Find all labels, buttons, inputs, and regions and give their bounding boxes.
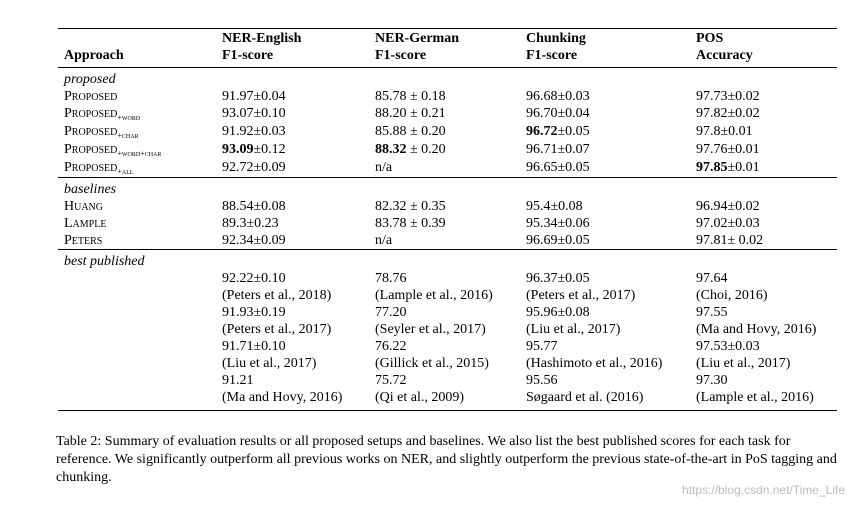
ner-english-cell: 91.21 [222, 373, 254, 388]
score-text: 92.72±0.09 [222, 160, 286, 175]
pos-cell [696, 105, 837, 123]
pos-cell: (Ma and Hovy, 2016) [696, 322, 817, 337]
approach-name: Proposed [64, 160, 118, 175]
chunking-cell: 95.77 [526, 339, 558, 354]
score-text: 97.82±0.02 [696, 106, 760, 121]
score-text: 97.76±0.01 [696, 142, 760, 157]
pos-cell [696, 88, 837, 105]
ner-german-cell: n/a [375, 233, 393, 248]
score-text: 96.68±0.03 [526, 89, 590, 104]
table-row [58, 198, 837, 215]
ner-german-cell: (Qi et al., 2009) [375, 389, 526, 411]
approach-name: Proposed [64, 124, 118, 139]
score-text: 96.65±0.05 [526, 160, 590, 175]
chunking-cell: (Peters et al., 2017) [526, 288, 636, 303]
chunking-cell [526, 141, 696, 159]
pos-cell: (Liu et al., 2017) [696, 356, 791, 371]
ner-english-cell: (Ma and Hovy, 2016) [222, 389, 375, 411]
header-pos: POS Accuracy [696, 31, 753, 63]
results-table [58, 30, 837, 411]
table-top-rule [58, 28, 837, 29]
ner-german-cell [375, 159, 526, 178]
table-row [58, 270, 837, 287]
pos-cell [696, 141, 837, 159]
approach-subscript: +all [117, 167, 134, 176]
watermark: https://blog.csdn.net/Time_Life [682, 483, 845, 497]
header-ner-german: NER-German F1-score [375, 31, 459, 63]
approach-name: Proposed [64, 89, 118, 104]
ner-german-cell: 77.20 [375, 305, 407, 320]
chunking-cell [526, 105, 696, 123]
ner-german-cell: 78.76 [375, 271, 407, 286]
score-text: 93.07±0.10 [222, 106, 286, 121]
ner-german-cell: 83.78 ± 0.39 [375, 216, 446, 231]
table-row [58, 355, 837, 372]
ner-english-cell: (Liu et al., 2017) [222, 356, 317, 371]
ner-english-cell: 89.3±0.23 [222, 216, 279, 231]
score-text: 91.92±0.03 [222, 124, 286, 139]
pos-cell: 97.53±0.03 [696, 339, 760, 354]
group-label-published: best published [58, 250, 837, 271]
table-row [58, 215, 837, 232]
pos-cell: 97.55 [696, 305, 728, 320]
score-text: 96.70±0.04 [526, 106, 590, 121]
published-rows [58, 270, 837, 411]
chunking-cell: (Hashimoto et al., 2016) [526, 356, 663, 371]
approach-subscript: +word+char [117, 149, 162, 158]
approach-cell: Huang [64, 199, 103, 214]
table-row [58, 304, 837, 321]
ner-english-cell: 91.93±0.19 [222, 305, 286, 320]
ner-english-cell: (Peters et al., 2017) [222, 322, 332, 337]
score-text: 91.97±0.04 [222, 89, 286, 104]
chunking-cell [526, 159, 696, 178]
table-row [58, 232, 837, 250]
chunking-cell: 96.37±0.05 [526, 271, 590, 286]
ner-english-cell [222, 159, 375, 178]
best-score: 93.09 [222, 142, 254, 157]
ner-english-cell: 88.54±0.08 [222, 199, 286, 214]
approach-cell [58, 389, 222, 411]
score-text: 97.73±0.02 [696, 89, 760, 104]
ner-german-cell: (Lample et al., 2016) [375, 288, 493, 303]
ner-english-cell: 92.22±0.10 [222, 271, 286, 286]
table-row [58, 159, 837, 178]
approach-cell [58, 321, 222, 338]
pos-cell: (Lample et al., 2016) [696, 389, 837, 411]
table-caption: Table 2: Summary of evaluation results or all proposed setups and baselines. We also list the best published scores for each task for reference. We significantly outperform all previous works on NER, and slightly outperform the previous state-of-the-art in PoS tagging and chunking. [56, 434, 837, 485]
score-text: n/a [375, 160, 393, 175]
score-text: ±0.01 [727, 160, 760, 175]
ner-english-cell [222, 123, 375, 141]
pos-cell: 97.64 [696, 271, 728, 286]
approach-cell: Lample [64, 216, 107, 231]
ner-english-cell: 92.34±0.09 [222, 233, 286, 248]
baseline-rows [58, 198, 837, 250]
ner-english-cell [222, 105, 375, 123]
ner-german-cell [375, 88, 526, 105]
chunking-cell [526, 123, 696, 141]
approach-cell [58, 372, 222, 389]
header-chunking: Chunking F1-score [526, 31, 586, 63]
pos-cell: 97.81± 0.02 [696, 233, 764, 248]
approach-cell [58, 338, 222, 355]
ner-english-cell [222, 88, 375, 105]
approach-cell [58, 304, 222, 321]
score-text: 97.8±0.01 [696, 124, 753, 139]
pos-cell: 97.30 [696, 373, 728, 388]
approach-cell [58, 159, 222, 178]
score-text: ±0.05 [557, 124, 590, 139]
group-row-published [58, 250, 837, 271]
approach-cell [58, 123, 222, 141]
approach-cell [58, 105, 222, 123]
chunking-cell: (Liu et al., 2017) [526, 322, 621, 337]
ner-english-cell [222, 141, 375, 159]
ner-german-cell [375, 141, 526, 159]
score-text: 96.71±0.07 [526, 142, 590, 157]
approach-cell [58, 141, 222, 159]
pos-cell [696, 159, 837, 178]
chunking-cell: 95.34±0.06 [526, 216, 590, 231]
ner-german-cell: 75.72 [375, 373, 407, 388]
table-row [58, 88, 837, 105]
ner-german-cell: 76.22 [375, 339, 407, 354]
pos-cell [696, 123, 837, 141]
score-text: 85.88 ± 0.20 [375, 124, 446, 139]
table-row [58, 123, 837, 141]
pos-cell: 97.02±0.03 [696, 216, 760, 231]
chunking-cell [526, 88, 696, 105]
approach-subscript: +char [117, 131, 139, 140]
chunking-cell: Søgaard et al. (2016) [526, 389, 696, 411]
pos-cell: (Choi, 2016) [696, 288, 768, 303]
approach-cell [58, 287, 222, 304]
group-row-proposed [58, 68, 837, 89]
approach-cell [58, 88, 222, 105]
chunking-cell: 95.96±0.08 [526, 305, 590, 320]
chunking-cell: 95.56 [526, 373, 558, 388]
header-approach: Approach [64, 48, 124, 63]
best-score: 96.72 [526, 124, 558, 139]
ner-german-cell [375, 123, 526, 141]
group-label-baselines: baselines [58, 178, 837, 199]
ner-german-cell: (Seyler et al., 2017) [375, 322, 486, 337]
best-score: 88.32 [375, 142, 407, 157]
approach-cell [58, 270, 222, 287]
score-text: ±0.12 [253, 142, 286, 157]
ner-english-cell: (Peters et al., 2018) [222, 288, 332, 303]
approach-subscript: +word [117, 113, 141, 122]
table-row [58, 105, 837, 123]
ner-english-cell: 91.71±0.10 [222, 339, 286, 354]
proposed-rows [58, 88, 837, 178]
chunking-cell: 96.69±0.05 [526, 233, 590, 248]
table-header-row [58, 30, 837, 68]
group-row-baselines [58, 178, 837, 199]
table-row [58, 321, 837, 338]
score-text: 88.20 ± 0.21 [375, 106, 446, 121]
chunking-cell: 95.4±0.08 [526, 199, 583, 214]
table-row [58, 389, 837, 411]
table-row [58, 287, 837, 304]
approach-cell [58, 355, 222, 372]
score-text: 85.78 ± 0.18 [375, 89, 446, 104]
header-ner-english: NER-English F1-score [222, 31, 302, 63]
score-text: ± 0.20 [406, 142, 446, 157]
approach-name: Proposed [64, 142, 118, 157]
ner-german-cell: (Gillick et al., 2015) [375, 356, 489, 371]
group-label-proposed: proposed [58, 68, 837, 89]
best-score: 97.85 [696, 160, 728, 175]
approach-cell: Peters [64, 233, 103, 248]
table-row [58, 141, 837, 159]
table-row [58, 372, 837, 389]
ner-german-cell: 82.32 ± 0.35 [375, 199, 446, 214]
table-row [58, 338, 837, 355]
approach-name: Proposed [64, 106, 118, 121]
pos-cell: 96.94±0.02 [696, 199, 760, 214]
ner-german-cell [375, 105, 526, 123]
